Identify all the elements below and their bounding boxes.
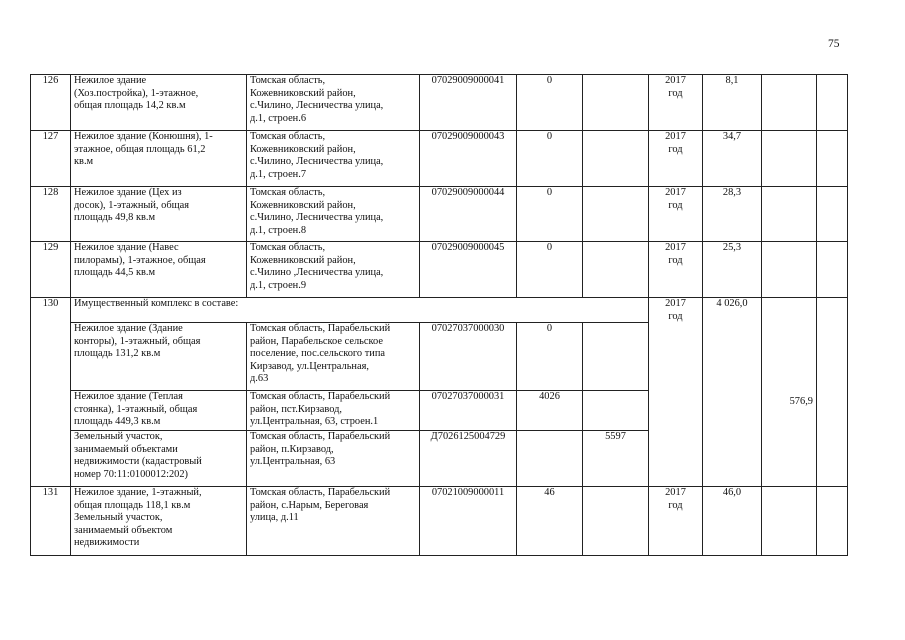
book-value: 0 (517, 187, 583, 242)
table-row (31, 487, 848, 556)
empty-cell (762, 75, 817, 131)
empty-cell (583, 487, 649, 556)
page-number: 75 (828, 38, 840, 50)
table-row (31, 298, 848, 323)
cadastral-code: 07029009000044 (420, 187, 517, 242)
empty-cell (583, 323, 649, 391)
year-cell: 2017 год (649, 131, 703, 187)
empty-cell (517, 431, 583, 487)
row-number: 131 (31, 487, 71, 556)
year-cell: 2017 год (649, 487, 703, 556)
row-number: 130 (31, 298, 71, 487)
empty-cell (762, 487, 817, 556)
cadastral-code: 07021009000011 (420, 487, 517, 556)
empty-cell (762, 131, 817, 187)
empty-cell (817, 242, 848, 298)
book-value: 0 (517, 323, 583, 391)
object-name: Нежилое здание (Теплая стоянка), 1-этажный, общая площадь 449,3 кв.м (71, 391, 247, 431)
empty-cell (817, 75, 848, 131)
cadastral-code: 07027037000030 (420, 323, 517, 391)
empty-cell (762, 242, 817, 298)
row-number: 129 (31, 242, 71, 298)
empty-cell (583, 242, 649, 298)
object-address: Томская область, Парабельский район, пст.Кирзавод, ул.Центральная, 63, строен.1 (247, 391, 420, 431)
cadastral-code: 07027037000031 (420, 391, 517, 431)
object-address: Томская область, Парабельский район, с.Нарым, Береговая улица, д.11 (247, 487, 420, 556)
book-value: 4026 (517, 391, 583, 431)
object-address: Томская область, Парабельский район, Парабельское сельское поселение, пос.сельского типа Кирзавод, ул.Центральная, д.63 (247, 323, 420, 391)
cadastral-code: 07029009000041 (420, 75, 517, 131)
object-name: Нежилое здание (Хоз.постройка), 1-этажное, общая площадь 14,2 кв.м (71, 75, 247, 131)
amount: 46,0 (703, 487, 762, 556)
object-name: Нежилое здание (Конюшня), 1- этажное, общая площадь 61,2 кв.м (71, 131, 247, 187)
object-name: Земельный участок, занимаемый объектами недвижимости (кадастровый номер 70:11:0100012:202) (71, 431, 247, 487)
book-value: 0 (517, 131, 583, 187)
cadastral-code: 07029009000045 (420, 242, 517, 298)
row-number: 126 (31, 75, 71, 131)
amount: 8,1 (703, 75, 762, 131)
empty-cell (762, 187, 817, 242)
cadastral-code: 07029009000043 (420, 131, 517, 187)
table-row (31, 75, 848, 131)
year-cell: 2017 год (649, 298, 703, 487)
object-address: Томская область, Кожевниковский район, с.Чилино, Лесничества улица, д.1, строен.8 (247, 187, 420, 242)
empty-cell (583, 131, 649, 187)
book-value: 0 (517, 242, 583, 298)
amount: 25,3 (703, 242, 762, 298)
empty-cell (583, 75, 649, 131)
object-address: Томская область, Кожевниковский район, с.Чилино, Лесничества улица, д.1, строен.7 (247, 131, 420, 187)
book-value: 46 (517, 487, 583, 556)
empty-cell (817, 487, 848, 556)
table-row (31, 242, 848, 298)
book-value: 0 (517, 75, 583, 131)
cadastral-code: Д7026125004729 (420, 431, 517, 487)
complex-title: Имущественный комплекс в составе: (71, 298, 649, 323)
row-number: 127 (31, 131, 71, 187)
empty-cell (583, 391, 649, 431)
amount: 4 026,0 (703, 298, 762, 487)
empty-cell (817, 187, 848, 242)
object-address: Томская область, Кожевниковский район, с.Чилино ,Лесничества улица, д.1, строен.9 (247, 242, 420, 298)
object-name: Нежилое здание, 1-этажный, общая площадь 118,1 кв.м Земельный участок, занимаемый объектом недвижимости (71, 487, 247, 556)
object-name: Нежилое здание (Здание конторы), 1-этажный, общая площадь 131,2 кв.м (71, 323, 247, 391)
year-cell: 2017 год (649, 242, 703, 298)
object-address: Томская область, Кожевниковский район, с.Чилино, Лесничества улица, д.1, строен.6 (247, 75, 420, 131)
table-row (31, 187, 848, 242)
extra-amount: 576,9 (789, 395, 813, 407)
land-value: 5597 (583, 431, 649, 487)
amount: 34,7 (703, 131, 762, 187)
empty-cell (583, 187, 649, 242)
empty-cell (817, 298, 848, 487)
extra-cell (762, 298, 817, 487)
object-address: Томская область, Парабельский район, п.Кирзавод, ул.Центральная, 63 (247, 431, 420, 487)
object-name: Нежилое здание (Цех из досок), 1-этажный, общая площадь 49,8 кв.м (71, 187, 247, 242)
empty-cell (817, 131, 848, 187)
year-cell: 2017 год (649, 187, 703, 242)
object-name: Нежилое здание (Навес пилорамы), 1-этажное, общая площадь 44,5 кв.м (71, 242, 247, 298)
table-row (31, 131, 848, 187)
property-registry-table (30, 74, 848, 556)
row-number: 128 (31, 187, 71, 242)
amount: 28,3 (703, 187, 762, 242)
year-cell: 2017 год (649, 75, 703, 131)
